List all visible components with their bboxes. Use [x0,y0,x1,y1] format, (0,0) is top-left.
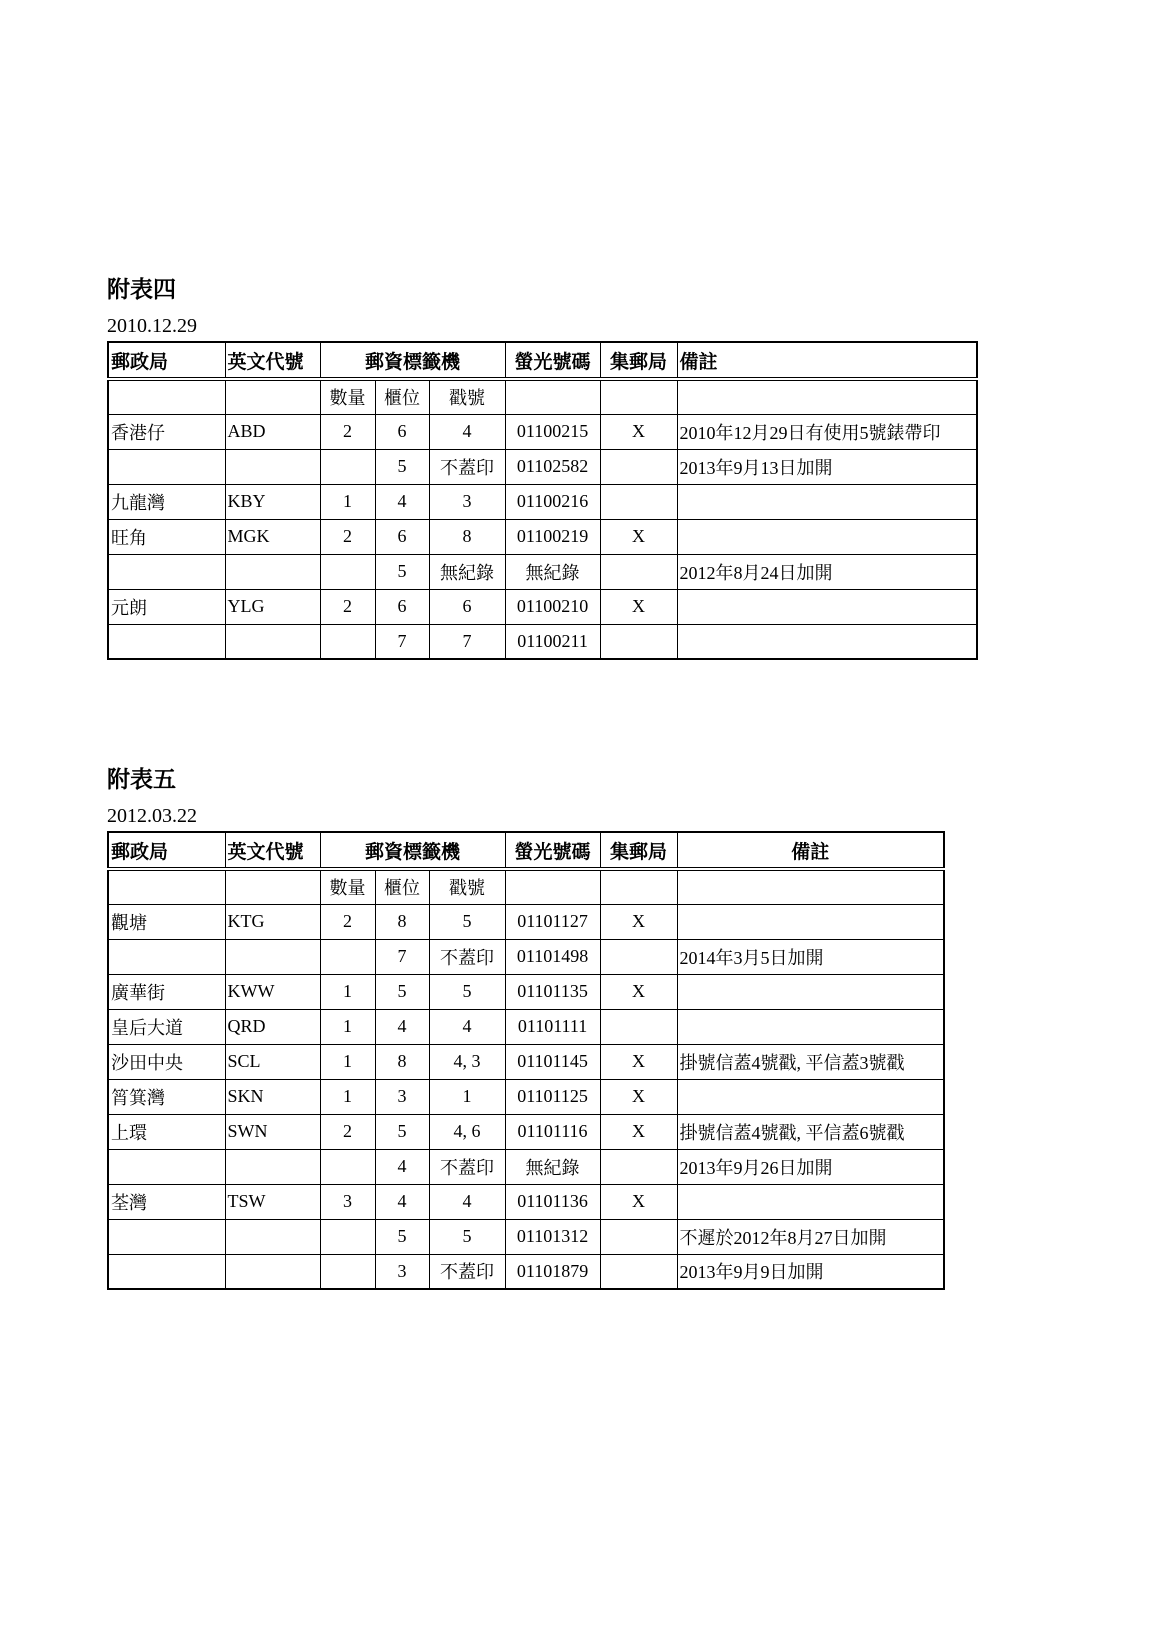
table-row [108,974,944,1009]
cell-counter: 8 [375,1044,429,1079]
cell-counter: 5 [375,1219,429,1254]
header-fluor: 螢光號碼 [505,342,600,379]
cell-fluor: 01101135 [505,974,600,1009]
header-collect: 集郵局 [600,832,677,869]
cell-counter: 4 [375,1184,429,1219]
cell-office: 荃灣 [108,1184,225,1219]
cell-qty [320,624,375,659]
cell-qty [320,1254,375,1289]
cell-office [108,624,225,659]
cell-counter: 4 [375,484,429,519]
table-header-row [108,342,977,379]
cell-office: 香港仔 [108,414,225,449]
cell-collect [600,1254,677,1289]
cell-code: SWN [225,1114,320,1149]
cell-fluor: 01100216 [505,484,600,519]
cell-stamp: 4 [429,1009,505,1044]
cell-office: 沙田中央 [108,1044,225,1079]
cell-code: KBY [225,484,320,519]
cell-stamp: 不蓋印 [429,1149,505,1184]
subheader-counter: 櫃位 [375,379,429,414]
cell-stamp: 5 [429,974,505,1009]
table-row [108,1149,944,1184]
cell-qty: 2 [320,414,375,449]
header-office: 郵政局 [108,342,225,379]
cell-remark: 2013年9月9日加開 [677,1254,944,1289]
cell-collect: X [600,1044,677,1079]
cell-counter: 5 [375,974,429,1009]
cell-qty: 1 [320,1079,375,1114]
subheader-stamp: 戳號 [429,379,505,414]
table-row [108,1009,944,1044]
cell-fluor: 01101145 [505,1044,600,1079]
table-row [108,939,944,974]
cell-code: YLG [225,589,320,624]
cell-office [108,1254,225,1289]
cell-fluor: 01101312 [505,1219,600,1254]
cell-office: 元朗 [108,589,225,624]
cell-remark [677,904,944,939]
cell-qty: 2 [320,904,375,939]
cell-code: KWW [225,974,320,1009]
cell-remark: 2010年12月29日有使用5號錶帶印 [677,414,977,449]
header-office: 郵政局 [108,832,225,869]
cell-collect [600,554,677,589]
cell-collect [600,624,677,659]
cell-office [108,449,225,484]
cell-remark: 不遲於2012年8月27日加開 [677,1219,944,1254]
cell-stamp: 3 [429,484,505,519]
table-row [108,449,977,484]
cell-collect [600,1009,677,1044]
cell-collect: X [600,1184,677,1219]
cell-stamp: 4 [429,414,505,449]
cell-remark: 掛號信蓋4號戳, 平信蓋6號戳 [677,1114,944,1149]
subheader-counter: 櫃位 [375,869,429,904]
table-subheader-row [108,869,944,904]
cell-counter: 7 [375,939,429,974]
cell-stamp: 4, 6 [429,1114,505,1149]
cell-remark: 2013年9月13日加開 [677,449,977,484]
header-code: 英文代號 [225,342,320,379]
cell-fluor: 01100215 [505,414,600,449]
cell-stamp: 1 [429,1079,505,1114]
cell-counter: 7 [375,624,429,659]
cell-counter: 6 [375,414,429,449]
table-row [108,1184,944,1219]
subheader-qty: 數量 [320,379,375,414]
table-row [108,904,944,939]
cell-office: 皇后大道 [108,1009,225,1044]
cell-code: SKN [225,1079,320,1114]
cell-collect: X [600,589,677,624]
cell-office [108,554,225,589]
cell-qty: 1 [320,1044,375,1079]
cell-counter: 5 [375,554,429,589]
cell-remark: 2014年3月5日加開 [677,939,944,974]
cell-code [225,1219,320,1254]
cell-stamp: 不蓋印 [429,1254,505,1289]
cell-qty: 1 [320,484,375,519]
table-4-title: 附表四 [107,277,176,302]
table-row [108,1254,944,1289]
cell-stamp: 5 [429,904,505,939]
cell-qty: 2 [320,1114,375,1149]
cell-stamp: 不蓋印 [429,939,505,974]
cell-stamp: 4 [429,1184,505,1219]
table-row [108,519,977,554]
cell-qty [320,939,375,974]
cell-remark [677,1009,944,1044]
cell-office [108,1219,225,1254]
table-row [108,554,977,589]
header-collect: 集郵局 [600,342,677,379]
cell-office [108,1149,225,1184]
cell-collect [600,1149,677,1184]
cell-counter: 5 [375,449,429,484]
table-row [108,589,977,624]
cell-counter: 6 [375,519,429,554]
cell-qty [320,1149,375,1184]
cell-collect: X [600,414,677,449]
cell-qty [320,554,375,589]
cell-collect: X [600,974,677,1009]
cell-code [225,554,320,589]
subheader-stamp: 戳號 [429,869,505,904]
table-row [108,1219,944,1254]
table-row [108,1044,944,1079]
cell-office: 觀塘 [108,904,225,939]
cell-fluor: 01101498 [505,939,600,974]
cell-remark [677,1184,944,1219]
cell-code: KTG [225,904,320,939]
cell-stamp: 8 [429,519,505,554]
header-machine: 郵資標籤機 [320,832,505,869]
table-row [108,484,977,519]
cell-stamp: 6 [429,589,505,624]
cell-fluor: 01101136 [505,1184,600,1219]
cell-counter: 4 [375,1009,429,1044]
cell-collect: X [600,1114,677,1149]
table-4 [107,341,978,660]
cell-fluor: 無紀錄 [505,1149,600,1184]
cell-office: 筲箕灣 [108,1079,225,1114]
cell-office: 旺角 [108,519,225,554]
subheader-qty: 數量 [320,869,375,904]
cell-qty [320,1219,375,1254]
cell-fluor: 01101116 [505,1114,600,1149]
cell-remark: 2013年9月26日加開 [677,1149,944,1184]
cell-office: 廣華街 [108,974,225,1009]
cell-qty: 1 [320,974,375,1009]
cell-remark: 掛號信蓋4號戳, 平信蓋3號戳 [677,1044,944,1079]
header-remark: 備註 [677,832,944,869]
cell-fluor: 無紀錄 [505,554,600,589]
cell-code [225,624,320,659]
cell-remark: 2012年8月24日加開 [677,554,977,589]
table-5-date: 2012.03.22 [107,805,197,827]
cell-code: ABD [225,414,320,449]
table-header-row [108,832,944,869]
table-5 [107,831,945,1290]
cell-stamp: 7 [429,624,505,659]
cell-remark [677,1079,944,1114]
cell-stamp: 5 [429,1219,505,1254]
cell-qty: 3 [320,1184,375,1219]
cell-stamp: 不蓋印 [429,449,505,484]
cell-remark [677,974,944,1009]
table-row [108,414,977,449]
table-4-date: 2010.12.29 [107,315,197,337]
cell-code: TSW [225,1184,320,1219]
cell-collect [600,449,677,484]
cell-remark [677,624,977,659]
cell-code [225,449,320,484]
cell-code: QRD [225,1009,320,1044]
cell-fluor: 01101111 [505,1009,600,1044]
cell-stamp: 4, 3 [429,1044,505,1079]
header-remark: 備註 [677,342,977,379]
cell-fluor: 01101125 [505,1079,600,1114]
cell-collect [600,939,677,974]
cell-collect [600,484,677,519]
cell-counter: 3 [375,1079,429,1114]
cell-counter: 3 [375,1254,429,1289]
cell-counter: 6 [375,589,429,624]
table-5-title: 附表五 [107,767,176,792]
cell-fluor: 01100219 [505,519,600,554]
header-machine: 郵資標籤機 [320,342,505,379]
header-code: 英文代號 [225,832,320,869]
table-row [108,624,977,659]
cell-collect: X [600,1079,677,1114]
cell-fluor: 01101127 [505,904,600,939]
cell-counter: 4 [375,1149,429,1184]
cell-remark [677,484,977,519]
cell-office: 九龍灣 [108,484,225,519]
cell-qty [320,449,375,484]
cell-qty: 2 [320,519,375,554]
cell-code [225,1254,320,1289]
cell-qty: 1 [320,1009,375,1044]
cell-fluor: 01101879 [505,1254,600,1289]
cell-remark [677,519,977,554]
cell-code [225,1149,320,1184]
table-subheader-row [108,379,977,414]
cell-code: SCL [225,1044,320,1079]
cell-code: MGK [225,519,320,554]
cell-remark [677,589,977,624]
header-fluor: 螢光號碼 [505,832,600,869]
cell-fluor: 01100211 [505,624,600,659]
cell-office [108,939,225,974]
cell-stamp: 無紀錄 [429,554,505,589]
cell-collect: X [600,519,677,554]
cell-office: 上環 [108,1114,225,1149]
cell-collect [600,1219,677,1254]
cell-fluor: 01102582 [505,449,600,484]
cell-collect: X [600,904,677,939]
cell-counter: 5 [375,1114,429,1149]
cell-qty: 2 [320,589,375,624]
table-row [108,1114,944,1149]
cell-code [225,939,320,974]
cell-fluor: 01100210 [505,589,600,624]
cell-counter: 8 [375,904,429,939]
table-row [108,1079,944,1114]
